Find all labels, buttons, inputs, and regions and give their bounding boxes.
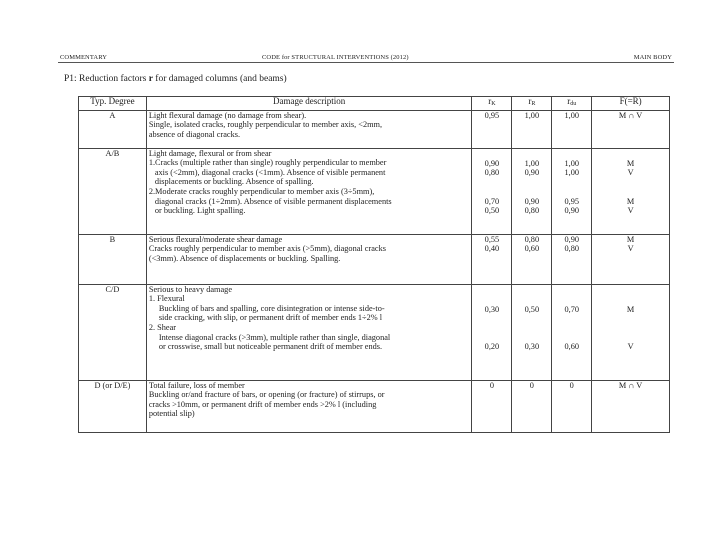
rr-d: 0 <box>512 380 552 432</box>
rdu-ab: 1,00 1,00 0,95 0,90 <box>552 148 592 234</box>
table-row-b <box>79 234 670 284</box>
col-header-degree: Typ. Degree <box>79 97 147 111</box>
col-header-f: F(=R) <box>592 97 670 111</box>
col-header-rk: $r_K$ <box>472 97 512 111</box>
f-d: M ∩ V <box>592 380 670 432</box>
f-cd: M V <box>592 284 670 380</box>
rr-a: 1,00 <box>512 110 552 148</box>
rdu-cd: 0,70 0,60 <box>552 284 592 380</box>
description-cd: Serious to heavy damage 1. Flexural Buckling of bars and spalling, core disintegration or intense side-to- side cracking, with slip, or permanent drift of member ends 1÷2% l 2. Shear Intense diagonal cracks (>3mm), multiple rather than single, diagonal or crosswise, small but noticeable permanent drift of member ends. <box>146 284 472 380</box>
rdu-b: 0,90 0,80 <box>552 234 592 284</box>
description-ab: Light damage, flexural or from shear 1.Cracks (multiple rather than single) roughly perpendicular to member axis (<2mm), diagonal cracks (<1mm). Absence of visible permanent displacements or buckling. Absence of spalling. 2.Moderate cracks roughly perpendicular to member axis (3÷5mm), diagonal cracks (1÷2mm). Absence of visible permanent displacements or buckling. Light spalling. <box>146 148 472 234</box>
reduction-factors-table <box>78 96 670 433</box>
description-b: Serious flexural/moderate shear damage Cracks roughly perpendicular to member axis (>5mm), diagonal cracks (<3mm). Absence of displacements or buckling. Spalling. <box>146 234 472 284</box>
header-right: MAIN BODY <box>633 54 672 61</box>
header-left: COMMENTARY <box>60 54 108 61</box>
rr-ab: 1,00 0,90 0,90 0,80 <box>512 148 552 234</box>
header-rule <box>58 62 674 63</box>
table-row-a <box>79 110 670 148</box>
degree-ab: A/B <box>79 148 147 234</box>
degree-a: A <box>79 110 147 148</box>
table-row-ab <box>79 148 670 234</box>
table-row-d <box>79 380 670 432</box>
col-header-rdu: $r_{du}$ <box>552 97 592 111</box>
rk-b: 0,55 0,40 <box>472 234 512 284</box>
rdu-d: 0 <box>552 380 592 432</box>
rk-a: 0,95 <box>472 110 512 148</box>
rr-cd: 0,50 0,30 <box>512 284 552 380</box>
rk-d: 0 <box>472 380 512 432</box>
col-header-rr: $r_R$ <box>512 97 552 111</box>
f-a: M ∩ V <box>592 110 670 148</box>
description-d: Total failure, loss of member Buckling or/and fracture of bars, or opening (or fracture) of stirrups, or cracks >10mm, or permanent drift of member ends >2% l (including potential slip) <box>146 380 472 432</box>
header-center: CODE for STRUCTURAL INTERVENTIONS (2012) <box>262 54 409 61</box>
title-suffix: for damaged columns (and beams) <box>152 74 287 84</box>
rk-cd: 0,30 0,20 <box>472 284 512 380</box>
f-b: M V <box>592 234 670 284</box>
table-row-cd <box>79 284 670 380</box>
f-ab: M V M V <box>592 148 670 234</box>
degree-d: D (or D/E) <box>79 380 147 432</box>
description-a: Light flexural damage (no damage from shear). Single, isolated cracks, roughly perpendicular to member axis, <2mm, absence of diagonal cracks. <box>146 110 472 148</box>
degree-cd: C/D <box>79 284 147 380</box>
rr-b: 0,80 0,60 <box>512 234 552 284</box>
title-prefix: P1: Reduction factors <box>64 74 149 84</box>
rk-ab: 0,90 0,80 0,70 0,50 <box>472 148 512 234</box>
rdu-a: 1,00 <box>552 110 592 148</box>
table-header-row <box>79 97 670 111</box>
title-r: r <box>148 74 153 84</box>
degree-b: B <box>79 234 147 284</box>
table-title <box>64 74 287 84</box>
col-header-description: Damage description <box>146 97 472 111</box>
